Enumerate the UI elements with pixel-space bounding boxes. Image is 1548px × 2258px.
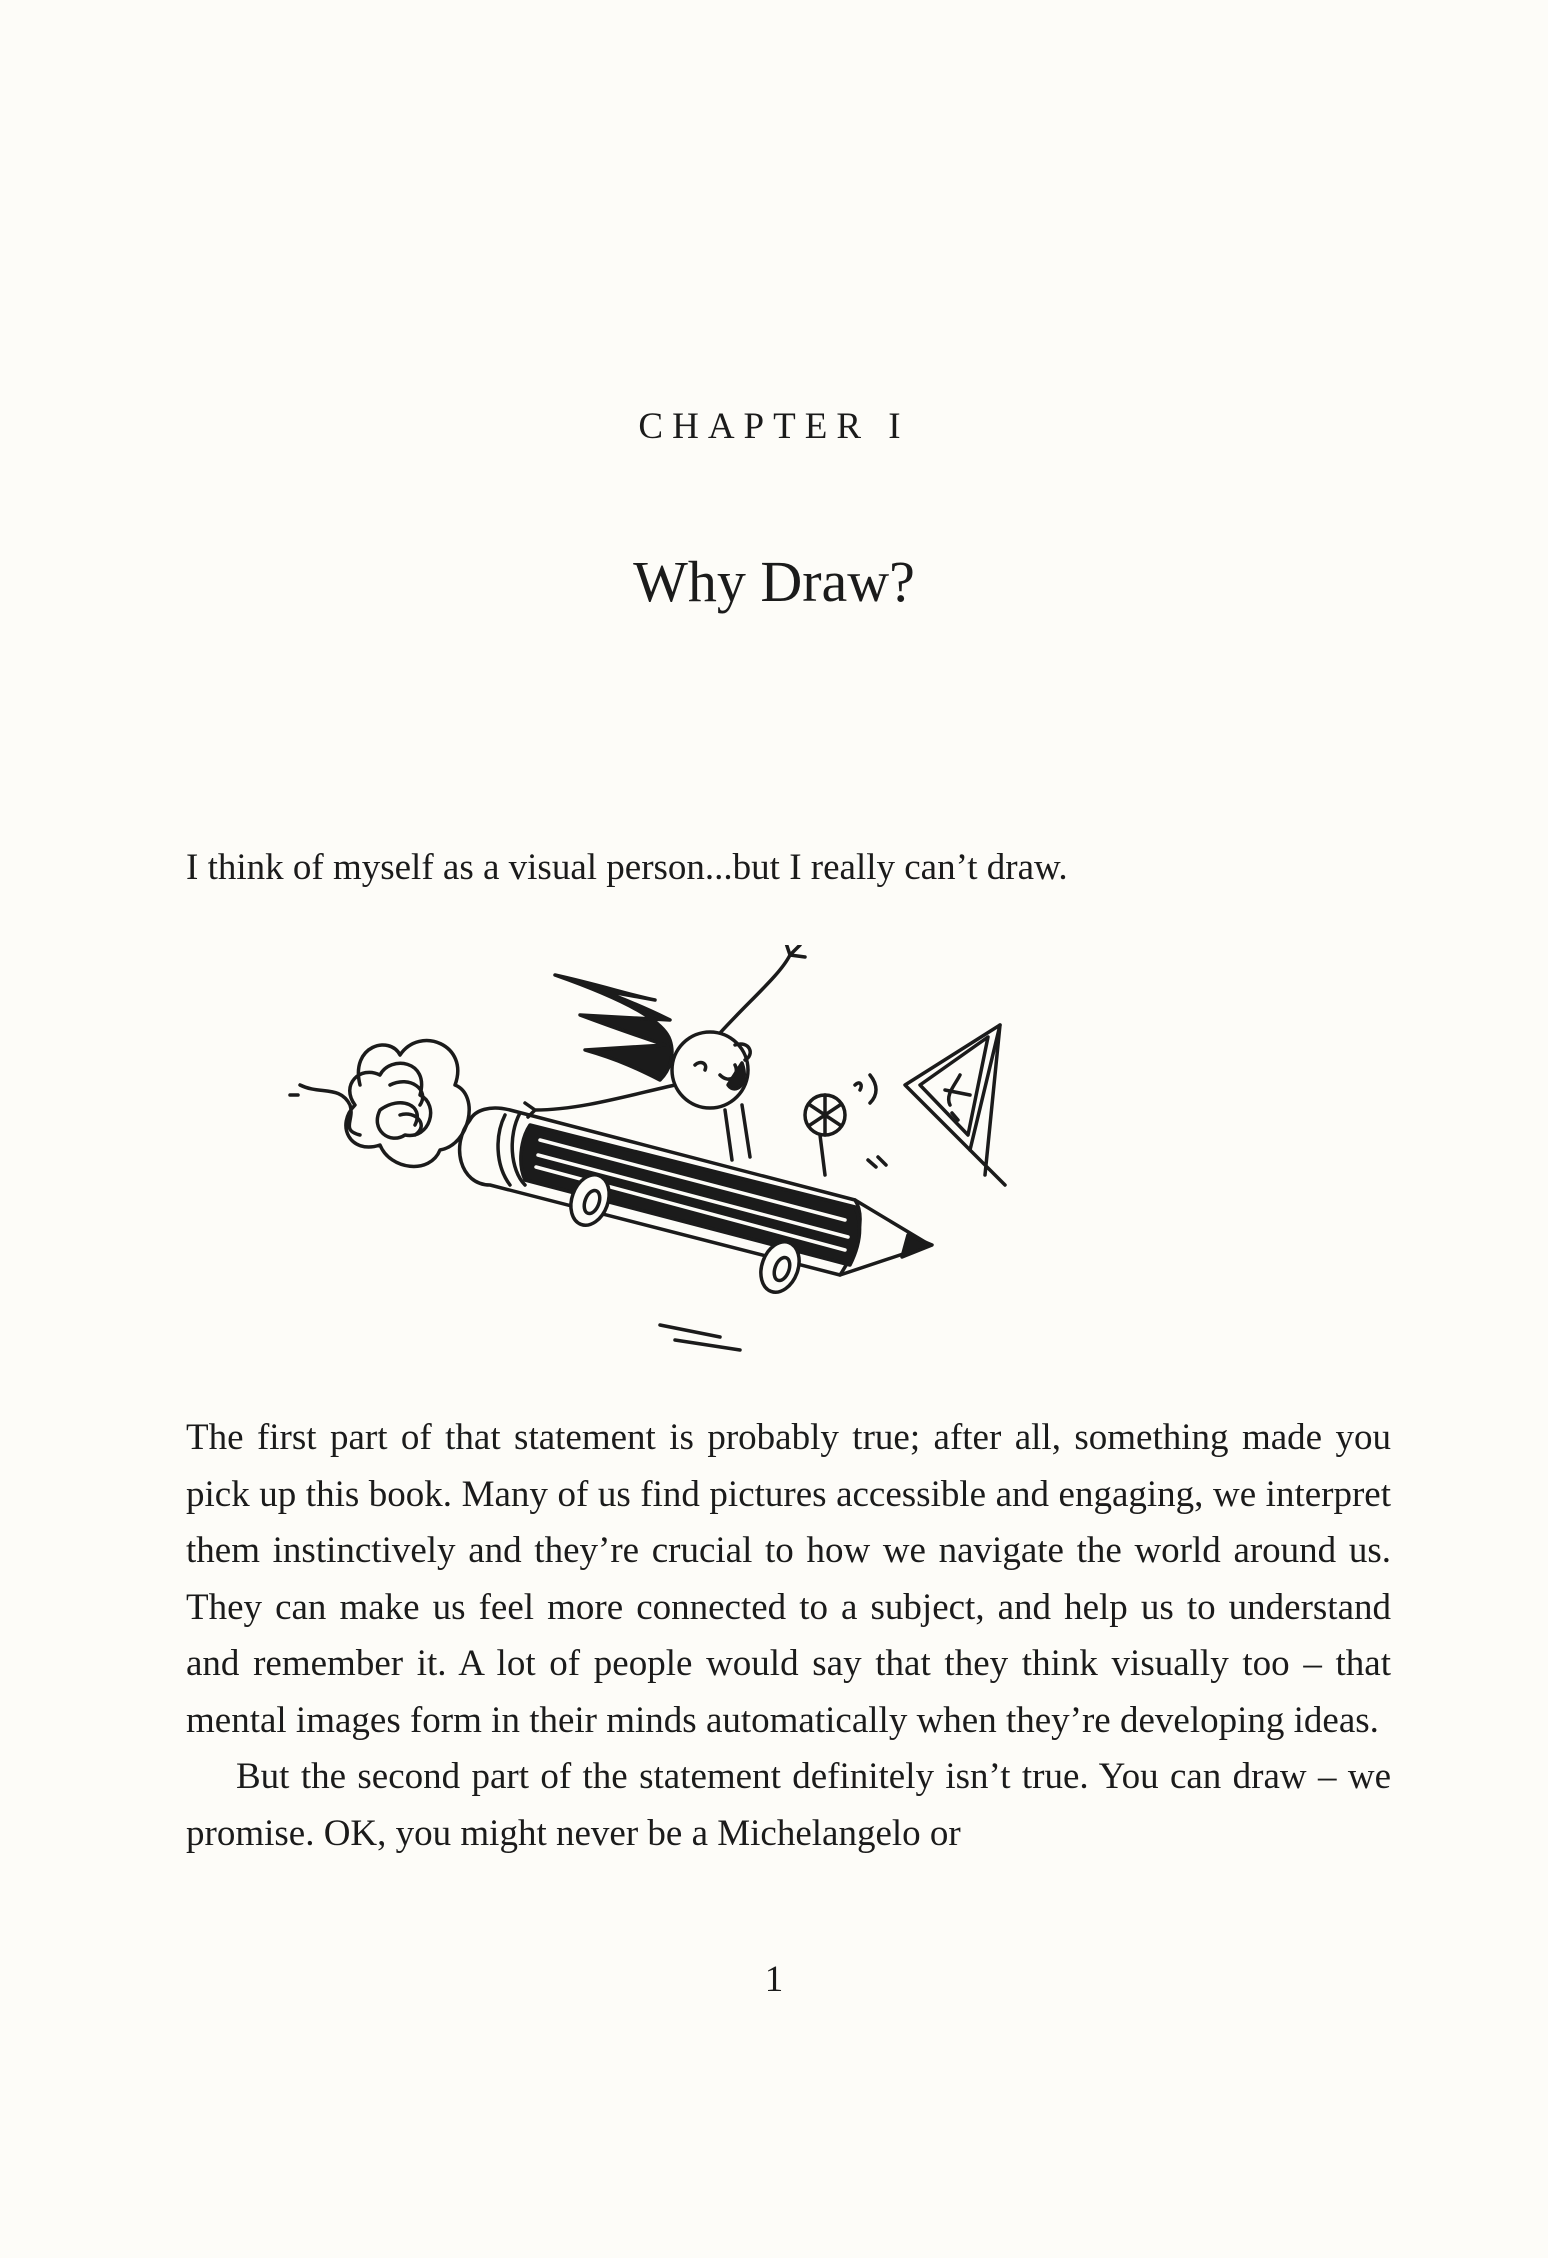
- chapter-label: CHAPTER I: [638, 406, 910, 447]
- steering-wheel-icon: [805, 1075, 876, 1175]
- intro-line: I think of myself as a visual person...but I really can’t draw.: [186, 847, 1068, 888]
- scribble-icon: [300, 1041, 469, 1167]
- warning-sign-icon: [868, 1025, 1005, 1185]
- page-number: 1: [764, 1959, 784, 2000]
- pencil-icon: [460, 1108, 932, 1275]
- pencil-rocket-stick-figure-illustration: [280, 945, 1280, 1385]
- paragraph: The first part of that statement is probably true; after all, something made you pick up this book. Many of us find pictures accessible and engaging, we interpret them instinctively and they’re crucial to how we navigate the world around us. They can make us feel more connected to a subject, and help us to understand and remember it. A lot of people would say that they think visually too – that mental images form in their minds automatically when they’re developing ideas.: [186, 1417, 1391, 1741]
- exhaust-flame-icon: [555, 975, 672, 1080]
- body-text: [186, 1410, 1391, 1862]
- paragraph: But the second part of the statement definitely isn’t true. You can draw – we promise. OK, you might never be a Michelangelo or: [186, 1756, 1391, 1854]
- chapter-title: Why Draw?: [633, 549, 915, 614]
